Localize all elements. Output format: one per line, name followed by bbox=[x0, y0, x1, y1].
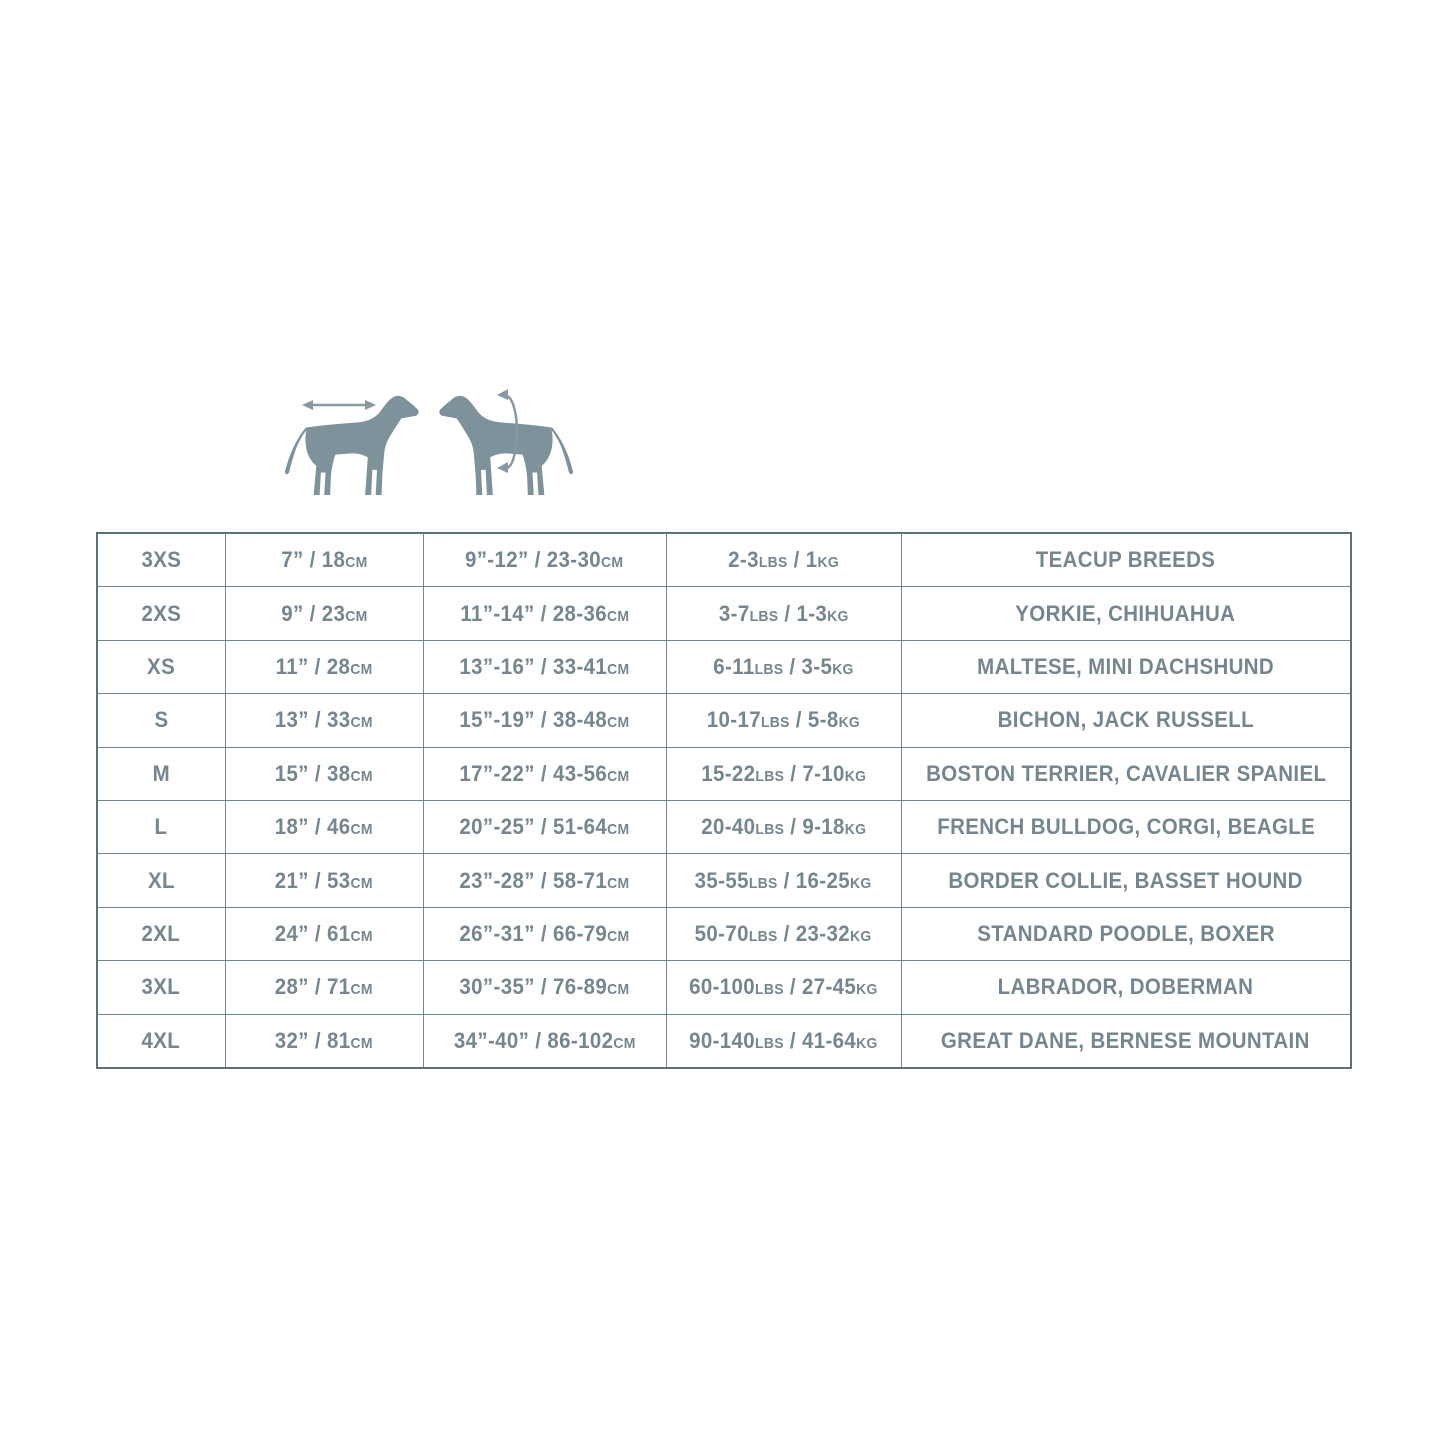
size-row bbox=[97, 587, 1351, 640]
chest-girth-cell bbox=[423, 800, 666, 853]
breed-examples-cell bbox=[901, 694, 1351, 747]
breed-examples-value: LABRADOR, DOBERMAN bbox=[997, 974, 1254, 1000]
back-length-value: 9” / 23CM bbox=[280, 600, 368, 626]
back-length-value: 21” / 53CM bbox=[274, 867, 374, 893]
weight-value: 20-40LBS / 9-18KG bbox=[700, 814, 867, 840]
breed-examples-value: BORDER COLLIE, BASSET HOUND bbox=[948, 867, 1303, 893]
size-label: M bbox=[152, 760, 170, 786]
back-length-value: 32” / 81CM bbox=[274, 1027, 374, 1053]
chest-girth-value: 20”-25” / 51-64CM bbox=[459, 814, 630, 840]
chest-girth-cell bbox=[423, 533, 666, 587]
breed-examples-cell bbox=[901, 533, 1351, 587]
breed-examples-value: GREAT DANE, BERNESE MOUNTAIN bbox=[941, 1027, 1311, 1053]
size-cell bbox=[97, 747, 225, 800]
weight-cell bbox=[666, 587, 901, 640]
back-length-value: 28” / 71CM bbox=[274, 974, 374, 1000]
weight-value: 6-11LBS / 3-5KG bbox=[713, 653, 854, 679]
weight-cell bbox=[666, 747, 901, 800]
chest-girth-value: 11”-14” / 28-36CM bbox=[460, 600, 629, 626]
back-length-value: 15” / 38CM bbox=[274, 760, 374, 786]
chest-girth-value: 13”-16” / 33-41CM bbox=[459, 653, 630, 679]
weight-cell bbox=[666, 694, 901, 747]
chest-girth-cell bbox=[423, 961, 666, 1014]
size-cell bbox=[97, 533, 225, 587]
chest-girth-value: 9”-12” / 23-30CM bbox=[465, 547, 624, 573]
back-length-cell bbox=[225, 533, 423, 587]
back-length-cell bbox=[225, 961, 423, 1014]
weight-value: 50-70LBS / 23-32KG bbox=[695, 920, 872, 946]
back-length-cell bbox=[225, 907, 423, 960]
back-length-arrow-icon bbox=[302, 400, 376, 410]
weight-value: 15-22LBS / 7-10KG bbox=[700, 760, 867, 786]
chest-girth-cell bbox=[423, 640, 666, 693]
back-length-value: 11” / 28CM bbox=[275, 653, 373, 679]
back-length-cell bbox=[225, 800, 423, 853]
breed-examples-value: BICHON, JACK RUSSELL bbox=[997, 707, 1254, 733]
weight-cell bbox=[666, 1014, 901, 1068]
size-chart-body bbox=[97, 533, 1351, 1068]
size-cell bbox=[97, 854, 225, 907]
size-label: L bbox=[154, 814, 168, 840]
weight-value: 35-55LBS / 16-25KG bbox=[695, 867, 872, 893]
weight-value: 60-100LBS / 27-45KG bbox=[689, 974, 878, 1000]
chest-girth-value: 34”-40” / 86-102CM bbox=[453, 1027, 636, 1053]
weight-cell bbox=[666, 854, 901, 907]
back-length-value: 13” / 33CM bbox=[274, 707, 374, 733]
chest-girth-value: 15”-19” / 38-48CM bbox=[459, 707, 630, 733]
weight-value: 3-7LBS / 1-3KG bbox=[718, 600, 849, 626]
chest-girth-value: 23”-28” / 58-71CM bbox=[459, 867, 630, 893]
back-length-cell bbox=[225, 747, 423, 800]
size-row bbox=[97, 747, 1351, 800]
dog-back-length-icon bbox=[285, 396, 419, 495]
size-label: 4XL bbox=[141, 1027, 181, 1053]
size-row bbox=[97, 533, 1351, 587]
weight-value: 90-140LBS / 41-64KG bbox=[689, 1027, 878, 1053]
size-label: S bbox=[154, 707, 169, 733]
back-length-cell bbox=[225, 694, 423, 747]
chest-girth-value: 17”-22” / 43-56CM bbox=[459, 760, 630, 786]
back-length-cell bbox=[225, 587, 423, 640]
breed-examples-cell bbox=[901, 640, 1351, 693]
breed-examples-value: YORKIE, CHIHUAHUA bbox=[1015, 600, 1236, 626]
breed-examples-cell bbox=[901, 1014, 1351, 1068]
breed-examples-cell bbox=[901, 961, 1351, 1014]
size-row bbox=[97, 694, 1351, 747]
breed-examples-cell bbox=[901, 907, 1351, 960]
size-row bbox=[97, 640, 1351, 693]
dogs-illustration-svg bbox=[278, 378, 580, 504]
breed-examples-value: TEACUP BREEDS bbox=[1035, 547, 1216, 573]
size-label: XL bbox=[147, 867, 175, 893]
chest-girth-value: 30”-35” / 76-89CM bbox=[459, 974, 630, 1000]
back-length-value: 24” / 61CM bbox=[274, 920, 374, 946]
size-cell bbox=[97, 800, 225, 853]
back-length-value: 7” / 18CM bbox=[280, 547, 368, 573]
size-cell bbox=[97, 640, 225, 693]
breed-examples-cell bbox=[901, 587, 1351, 640]
size-label: 3XL bbox=[141, 974, 181, 1000]
chest-girth-cell bbox=[423, 907, 666, 960]
back-length-cell bbox=[225, 1014, 423, 1068]
size-row bbox=[97, 1014, 1351, 1068]
back-length-value: 18” / 46CM bbox=[274, 814, 374, 840]
weight-cell bbox=[666, 961, 901, 1014]
breed-examples-cell bbox=[901, 800, 1351, 853]
back-length-cell bbox=[225, 854, 423, 907]
size-cell bbox=[97, 587, 225, 640]
size-cell bbox=[97, 694, 225, 747]
size-cell bbox=[97, 961, 225, 1014]
dog-size-chart-table bbox=[96, 532, 1352, 1069]
dog-chest-girth-icon bbox=[439, 396, 573, 495]
weight-cell bbox=[666, 907, 901, 960]
breed-examples-cell bbox=[901, 854, 1351, 907]
weight-cell bbox=[666, 640, 901, 693]
breed-examples-value: MALTESE, MINI DACHSHUND bbox=[977, 653, 1275, 679]
size-label: XS bbox=[147, 653, 176, 679]
breed-examples-value: STANDARD POODLE, BOXER bbox=[976, 920, 1275, 946]
size-row bbox=[97, 961, 1351, 1014]
size-cell bbox=[97, 907, 225, 960]
size-row bbox=[97, 907, 1351, 960]
measurement-illustration bbox=[278, 378, 580, 504]
size-label: 2XL bbox=[141, 920, 181, 946]
size-row bbox=[97, 800, 1351, 853]
size-cell bbox=[97, 1014, 225, 1068]
chest-girth-cell bbox=[423, 694, 666, 747]
weight-cell bbox=[666, 533, 901, 587]
weight-value: 10-17LBS / 5-8KG bbox=[706, 707, 861, 733]
breed-examples-cell bbox=[901, 747, 1351, 800]
back-length-cell bbox=[225, 640, 423, 693]
size-label: 2XS bbox=[141, 600, 182, 626]
size-label: 3XS bbox=[141, 547, 182, 573]
chest-girth-cell bbox=[423, 1014, 666, 1068]
size-row bbox=[97, 854, 1351, 907]
weight-cell bbox=[666, 800, 901, 853]
chest-girth-cell bbox=[423, 854, 666, 907]
chest-girth-value: 26”-31” / 66-79CM bbox=[459, 920, 630, 946]
weight-value: 2-3LBS / 1KG bbox=[728, 547, 839, 573]
breed-examples-value: FRENCH BULLDOG, CORGI, BEAGLE bbox=[936, 814, 1315, 840]
chest-girth-cell bbox=[423, 587, 666, 640]
breed-examples-value: BOSTON TERRIER, CAVALIER SPANIEL bbox=[925, 760, 1326, 786]
chest-girth-cell bbox=[423, 747, 666, 800]
